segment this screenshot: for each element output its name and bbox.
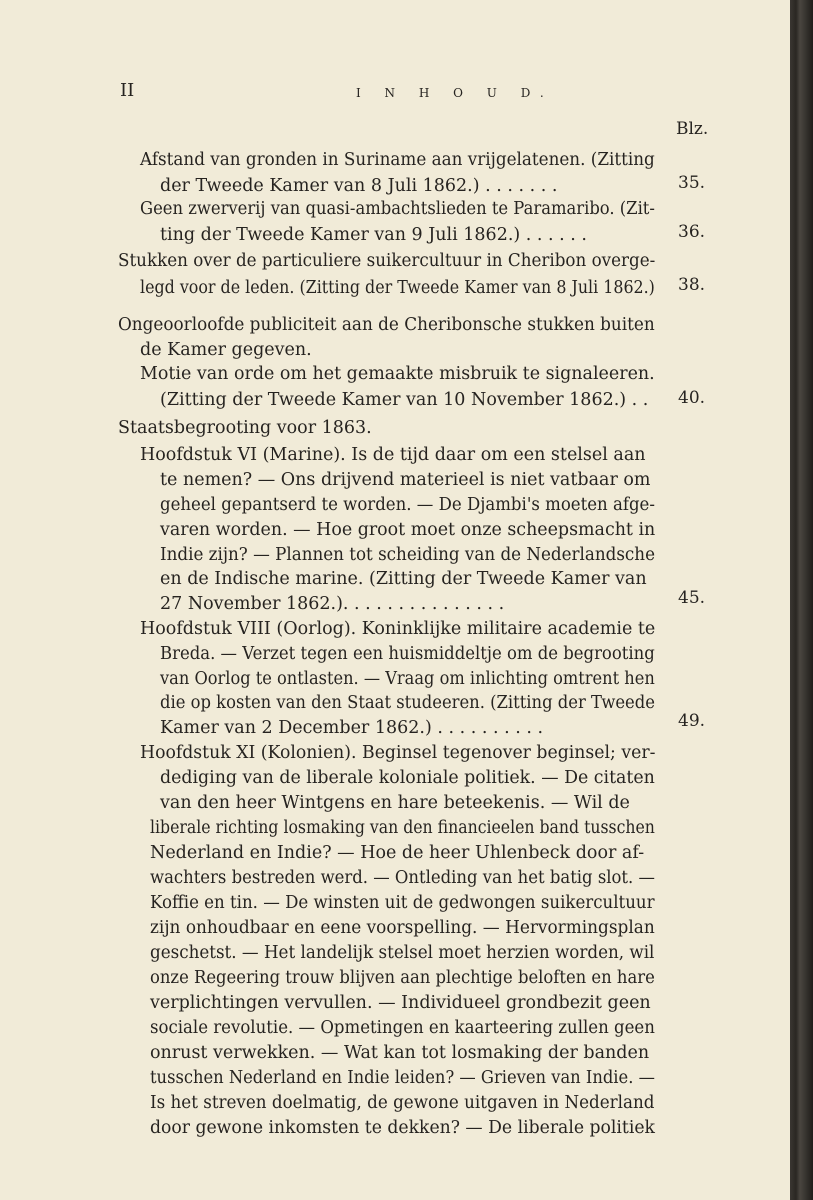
toc-line: van den heer Wintgens en hare beteekenis. — Wil de xyxy=(160,793,630,813)
toc-line: Geen zwerverij van quasi-ambachtslieden te Paramaribo. (Zit- xyxy=(140,199,655,219)
page-ref: 35. xyxy=(678,173,706,193)
toc-line: geschetst. — Het landelijk stelsel moet herzien worden, wil xyxy=(150,943,655,963)
toc-line: (Zitting der Tweede Kamer van 10 November 1862.) . . xyxy=(160,390,649,410)
toc-line: onrust verwekken. — Wat kan tot losmaking der banden xyxy=(150,1043,650,1063)
toc-line: wachters bestreden werd. — Ontleding van het batig slot. — xyxy=(150,868,655,888)
toc-line: verplichtingen vervullen. — Individueel grondbezit geen xyxy=(150,993,651,1013)
toc-line: Motie van orde om het gemaakte misbruik te signaleeren. xyxy=(140,364,655,384)
page-ref: 45. xyxy=(678,588,706,608)
toc-line: dediging van de liberale koloniale politiek. — De citaten xyxy=(160,768,655,788)
toc-line: en de Indische marine. (Zitting der Tweede Kamer van xyxy=(160,569,647,589)
toc-line: van Oorlog te ontlasten. — Vraag om inlichting omtrent hen xyxy=(160,669,655,689)
blz-column-label: Blz. xyxy=(676,119,709,139)
running-page-number: II xyxy=(120,80,135,101)
toc-section-line: de Kamer gegeven. xyxy=(140,340,312,360)
toc-line: liberale richting losmaking van den financieelen band tusschen xyxy=(150,818,655,838)
toc-line: tusschen Nederland en Indie leiden? — Grieven van Indie. — xyxy=(150,1068,655,1088)
toc-line: der Tweede Kamer van 8 Juli 1862.) . . . . . . . xyxy=(160,176,558,196)
page-ref: 36. xyxy=(678,222,706,242)
toc-line: sociale revolutie. — Opmetingen en kaarteering zullen geen xyxy=(150,1018,655,1038)
toc-line: Nederland en Indie? — Hoe de heer Uhlenbeck door af- xyxy=(150,843,645,863)
toc-line: Is het streven doelmatig, de gewone uitgaven in Nederland xyxy=(150,1093,655,1113)
toc-line: zijn onhoudbaar en eene voorspelling. — Hervormingsplan xyxy=(150,918,655,938)
toc-line: Indie zijn? — Plannen tot scheiding van de Nederlandsche xyxy=(160,545,655,565)
page-ref: 40. xyxy=(678,388,706,408)
toc-line: te nemen? — Ons drijvend materieel is niet vatbaar om xyxy=(160,470,651,490)
page-ref: 49. xyxy=(678,711,706,731)
page-ref: 38. xyxy=(678,275,706,295)
toc-section-line: legd voor de leden. (Zitting der Tweede Kamer van 8 Juli 1862.) xyxy=(140,278,655,298)
toc-line: Breda. — Verzet tegen een huismiddeltje om de begrooting xyxy=(160,644,655,664)
toc-section-line: Stukken over de particuliere suikercultuur in Cheribon overge- xyxy=(118,251,656,271)
toc-line: ting der Tweede Kamer van 9 Juli 1862.) . . . . . . xyxy=(160,225,587,245)
toc-line: Kamer van 2 December 1862.) . . . . . . . . . . xyxy=(160,718,544,738)
toc-line: Afstand van gronden in Suriname aan vrijgelatenen. (Zitting xyxy=(140,150,655,170)
toc-line: 27 November 1862.). . . . . . . . . . . . . . . xyxy=(160,594,505,614)
toc-line: geheel gepantserd te worden. — De Djambi's moeten afge- xyxy=(160,495,655,515)
toc-line: Hoofdstuk VI (Marine). Is de tijd daar om een stelsel aan xyxy=(140,445,646,465)
toc-line: Hoofdstuk XI (Kolonien). Beginsel tegenover beginsel; ver- xyxy=(140,743,656,763)
toc-line: Hoofdstuk VIII (Oorlog). Koninklijke militaire academie te xyxy=(140,619,656,639)
toc-line: door gewone inkomsten te dekken? — De liberale politiek xyxy=(150,1118,655,1138)
toc-line: onze Regeering trouw blijven aan plechtige beloften en hare xyxy=(150,968,655,988)
toc-line: varen worden. — Hoe groot moet onze scheepsmacht in xyxy=(160,520,656,540)
toc-section-line: Staatsbegrooting voor 1863. xyxy=(118,418,372,438)
book-edge xyxy=(790,0,813,1200)
toc-line: Koffie en tin. — De winsten uit de gedwongen suikercultuur xyxy=(150,893,655,913)
toc-line: die op kosten van den Staat studeeren. (Zitting der Tweede xyxy=(160,693,655,713)
running-title: I N H O U D. xyxy=(356,86,554,100)
toc-section-line: Ongeoorloofde publiciteit aan de Cheribonsche stukken buiten xyxy=(118,315,655,335)
